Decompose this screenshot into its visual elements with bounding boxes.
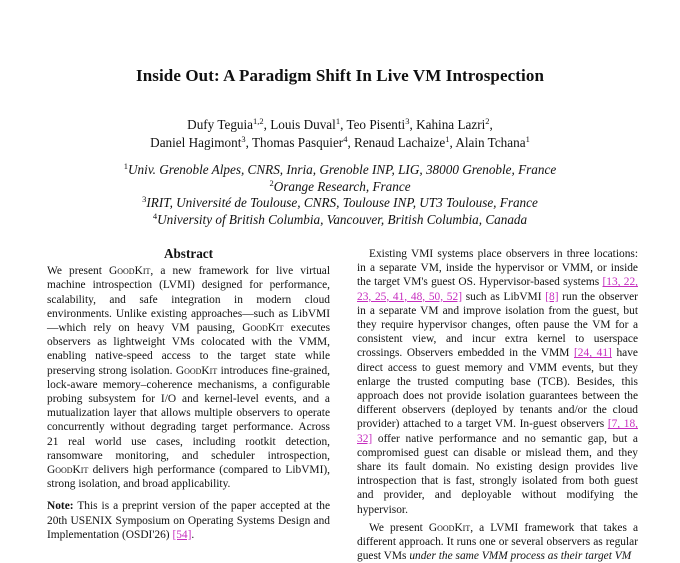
author: Kahina Lazri$^2$, xyxy=(416,116,493,132)
author: Dufy Teguia$^{1,2}$, xyxy=(187,116,271,132)
left-column xyxy=(47,247,330,542)
affiliation: $^3$IRIT, Université de Toulouse, CNRS, Toulouse INP, UT3 Toulouse, France xyxy=(142,194,538,211)
paper-title: Inside Out: A Paradigm Shift In Live VM Introspection xyxy=(136,66,544,85)
note-label: Note: xyxy=(47,500,74,513)
author: Teo Pisenti$^3$, xyxy=(346,116,417,132)
citation-link[interactable]: [13, 22, 23, 25, 41, 48, 50, 52] xyxy=(357,276,638,303)
intro-paragraph: Existing VMI systems place observers in three locations: in a separate VM, inside the hypervisor or VMM, or inside the target VM's guest OS. Hypervisor-based systems [13, 22, 23, 25, 41, 48, 50, 52] such as LibVMI [8] run the observer in a separate VM and improve isolation from the guest, but they require hypervisor changes, often pause the VM for a consistent view, and incur extra kernel to userspace crossings. Observers embedded in the VMM [24, 41] have direct access to guest memory and VMM events, but they enlarge the trusted computing base (TCB). Besides, this approach does not provide isolation guarantees between the different observers (deployed by tenants and/or the cloud provider) attached to a target VM. In-guest observers [7, 18, 32] offer native performance and no semantic gap, but a compromised guest can disable or mislead them, and they share its fault domain. No existing design provides live introspection that is fast, strongly isolated from both guest and provider, and deployable without modifying the hypervisor. xyxy=(357,248,638,516)
system-name: GoodKit xyxy=(47,464,89,477)
author-list xyxy=(0,116,680,152)
affiliation-list xyxy=(0,162,680,228)
abstract-text: We present GoodKit, a new framework for live virtual machine introspection (LVMI) designed for performance, scalability, and safe integration in modern cloud environments. Unlike existing approaches—such as LibVMI—which rely on heavy VM pausing, GoodKit executes observers as lightweight VMs colocated with the VMM, enabling native-speed access to the target state while preserving strong isolation. GoodKit introduces fine-grained, lock-aware memory–coherence mechanisms, a configurable probing subsystem for I/O and kernel-level events, and a mutualization layer that allows multiple observers to operate concurrently without degrading target performance. Across 21 real world use cases, including rootkit detection, ransomware monitoring, and scheduler introspection, GoodKit delivers high performance (compared to LibVMI), strong isolation, and broad applicability. xyxy=(47,265,331,491)
system-name: GoodKit xyxy=(428,521,471,534)
affiliation: $^2$Orange Research, France xyxy=(269,177,411,194)
system-name: GoodKit xyxy=(109,265,151,278)
preprint-note: Note: This is a preprint version of the paper accepted at the 20th USENIX Symposium on Operating Systems Design and Implementation (OSDI'26) [54]. xyxy=(47,500,330,541)
author: Louis Duval$^1$, xyxy=(270,116,347,132)
abstract-heading: Abstract xyxy=(163,246,214,261)
right-column xyxy=(357,247,638,563)
author: Alain Tchana$^1$ xyxy=(455,134,530,150)
author: Thomas Pasquier$^4$, xyxy=(251,134,355,150)
affiliation: $^1$Univ. Grenoble Alpes, CNRS, Inria, Grenoble INP, LIG, 38000 Grenoble, France xyxy=(123,161,557,177)
author-line-2 xyxy=(0,134,680,152)
citation-link[interactable]: [24, 41] xyxy=(574,347,612,360)
author: Daniel Hagimont$^3$, xyxy=(150,134,252,150)
affiliation: $^4$University of British Columbia, Vancouver, British Columbia, Canada xyxy=(152,210,528,227)
citation-link[interactable]: [7, 18, 32] xyxy=(357,418,638,445)
author: Renaud Lachaize$^1$, xyxy=(354,134,456,150)
citation-link[interactable]: [8] xyxy=(545,290,559,303)
author-line-1 xyxy=(0,116,680,134)
intro-paragraph: We present GoodKit, a LVMI framework that takes a different approach. It runs one or several observers as regular guest VMs under the same VMM process as their target VM xyxy=(357,521,638,563)
citation-link[interactable]: [54] xyxy=(172,528,192,541)
system-name: GoodKit xyxy=(175,364,218,377)
system-name: GoodKit xyxy=(242,322,284,335)
emphasis-text: under the same VMM process as their target VM xyxy=(409,550,632,563)
